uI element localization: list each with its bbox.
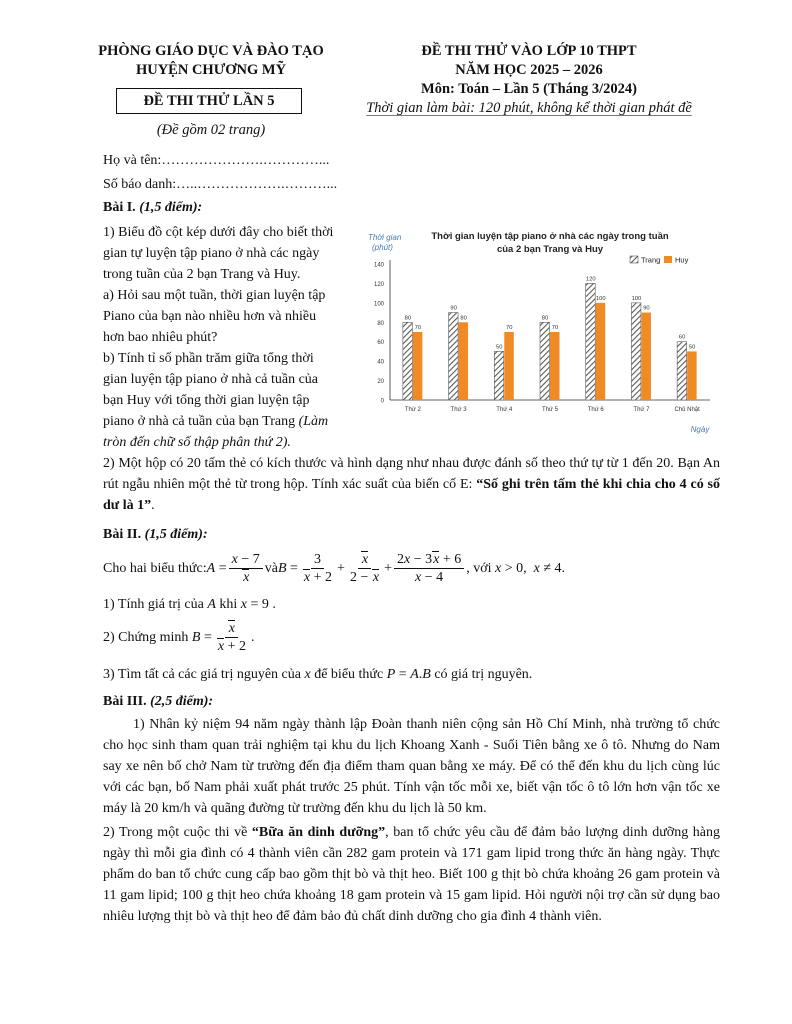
bar-value-label: 70 [414,325,422,331]
bar-value-label: 80 [460,315,467,322]
bar-trang [540,322,550,400]
legend-label-huy: Huy [675,255,689,265]
legend-label-trang: Trang [641,255,661,265]
bai3-q1-end: . [483,801,487,816]
bai3-q1-mid: và quãng đường từ trường đến khu du lịch là [190,801,448,816]
bai3-speed-diff: 20 km/h [144,801,191,816]
bai1-q2 [103,453,720,516]
y-tick-label: 120 [373,281,384,288]
bai1-q2-end: . [151,498,155,513]
bai1-qb-note-end: tròn đến chữ số thập phân thứ 2). [103,435,291,450]
bar-trang [403,322,413,400]
practice-time-chart [360,222,720,440]
bai2-points: (1,5 điểm): [144,527,208,542]
bai2-q1: 1) Tính giá trị của A khi x = 9 . [103,597,276,612]
y-tick-label: 80 [377,320,384,327]
subject-line: Môn: Toán – Lần 5 (Tháng 3/2024) [421,81,637,97]
bai1-qa-line: hơn bao nhiêu phút? [103,330,218,345]
bai3-q2-start: 2) Trong một cuộc thi về [103,825,252,840]
x-tick-label: Thứ 3 [450,407,467,413]
bai1-points: (1,5 điểm): [139,200,203,215]
bai3-heading [103,691,213,712]
bai2-q3: 3) Tìm tất cả các giá trị nguyên của x để biểu thức P = A.B có giá trị nguyên. [103,667,533,682]
bar-trang [586,283,596,400]
bai1-qa-line: a) Hỏi sau một tuần, thời gian luyện tập [103,288,326,303]
exam-title-block [338,42,720,118]
bai2-q3-end: có giá trị nguyên. [430,667,533,682]
bai2-heading [103,524,208,545]
bai1-qb-line: gian luyện tập piano ở nhà cả tuần của [103,372,318,387]
bar-value-label: 120 [585,276,596,283]
bai3-q1 [103,714,720,819]
expr-b-term3: $\frac{2x - 3x + 6}{x - 4}$ [394,551,464,586]
bar-huy [641,313,651,400]
bar-value-label: 50 [496,344,503,351]
bai2-q2: 2) Chứng minh B = $\frac{x}{x + 2}$ . [103,620,255,654]
expr-a-fraction: $\frac{x - 7}{x}$ [229,551,263,586]
bai3-q2 [103,822,720,927]
bai2-and: và [264,560,278,576]
bai1-q1-line: trong tuần của 2 bạn Trang và Huy. [103,267,301,282]
bai1-heading [103,197,202,218]
x-tick-label: Thứ 2 [404,407,421,413]
bai3-label: Bài III. [103,694,147,709]
expr-b-simplified: $\frac{x}{x + 2}$ [217,620,246,654]
bar-huy [596,303,606,400]
bai2-q1-when: khi [215,597,241,612]
candidate-name-field: Họ và tên:………………….…………... [103,153,330,168]
legend-swatch-trang [630,256,638,263]
y-tick-label: 0 [380,398,384,405]
bai1-left-text [103,222,355,453]
bai1-qb-note: (Làm [295,414,329,429]
chart-ylabel-unit: (phút) [372,243,393,252]
bar-trang [631,303,641,400]
bar-value-label: 90 [643,305,650,312]
bai2-q1-text: 1) Tính giá trị của [103,597,208,612]
expr-b-term2: $\frac{x}{2 - x}$ [349,551,380,585]
bai2-q2-text: 2) Chứng minh [103,629,189,645]
school-year: NĂM HỌC 2025 – 2026 [455,62,603,78]
department-line: PHÒNG GIÁO DỤC VÀ ĐÀO TẠO [98,43,324,59]
bai1-qb-text: piano ở nhà cả tuần của bạn Trang [103,414,296,429]
bar-trang [494,351,504,400]
time-allowed: Thời gian làm bài: 120 phút, không kể thời gian phát đề [366,100,692,116]
pages-note: (Đề gồm 02 trang) [156,122,266,138]
bai2-expressions: Cho hai biểu thức: A = $\frac{x - 7}{x}$ và B = $\frac{3}{x + 2}$ + $\frac{x}{2 - x}$ + $\frac{2x - 3x + 6}{x - 4}$ , với x > 0, x ≠ 4. [103,551,566,585]
department-title [80,42,342,80]
bar-value-label: 90 [450,305,457,312]
bai3-distance: 50 km [447,801,484,816]
bar-value-label: 100 [595,295,606,302]
bai3-points: (2,5 điểm): [150,694,214,709]
candidate-id-field: Số báo danh:…..……………….………... [103,177,338,192]
chart-subtitle: của 2 bạn Trang và Huy [496,244,604,255]
bai2-intro: Cho hai biểu thức: [103,560,207,576]
x-tick-label: Thứ 4 [496,407,513,413]
bai1-label: Bài I. [103,200,136,215]
bai2-q3-text: 3) Tìm tất cả các giá trị nguyên của [103,667,305,682]
bai1-q1-line: 1) Biểu đồ cột kép dưới đây cho biết thời [103,225,334,240]
bai1-q2-text: 2) Một hộp có 20 tấm thẻ có kích thước và hình dạng như nhau được đánh số theo thứ tự từ 1 đến 20. Bạn An rút ngẫu nhiên một thẻ từ trong hộp. Tính xác suất của biến cố E: [103,456,720,492]
bai3-q1-text: 1) Nhân kỷ niệm 94 năm ngày thành lập Đoàn thanh niên cộng sản Hồ Chí Minh, nhà trường tổ chức cho học sinh tham quan trải nghiệm tại khu du lịch Khoang Xanh - Suối Tiên bằng xe ô tô. Nhưng do Nam say xe nên bố chở Nam từ trường đến địa điểm tham quan bằng xe máy. Để có thể đến khu du lịch cùng lúc với các bạn, bố Nam phải xuất phát trước 25 phút. Tính vận tốc mỗi xe, biết vận tốc ô tô lớn hơn vận tốc xe máy là [103,717,720,816]
chart-ylabel: Thời gian [368,233,402,242]
bai1-qb-line: b) Tính tỉ số phần trăm giữa tổng thời [103,351,314,366]
bar-huy [550,332,560,400]
bar-trang [677,342,687,400]
exam-attempt-box: ĐỀ THI THỬ LẦN 5 [116,88,302,114]
bar-value-label: 70 [551,325,559,331]
chart-title: Thời gian luyện tập piano ở nhà các ngày trong tuần [431,231,669,242]
y-tick-label: 20 [377,379,384,386]
x-tick-label: Thứ 7 [633,407,650,413]
x-tick-label: Thứ 5 [541,407,559,413]
y-tick-label: 40 [377,359,384,366]
y-tick-label: 140 [373,262,384,269]
bar-huy [504,332,514,400]
bai1-qa-line: Piano của bạn nào nhiều hơn và nhiều [103,309,317,324]
bai1-q2-event: “Số ghi trên tấm thẻ khi chia cho 4 có số dư là 1” [103,477,720,513]
district-line: HUYỆN CHƯƠNG MỸ [135,62,287,78]
bai1-qb-line [103,411,355,432]
bai3-q2-text: , ban tổ chức yêu cầu để đảm bảo lượng dinh dưỡng hàng ngày thì mỗi gia đình có 4 thành viên cần 282 gam protein và 171 gam lipid trong thức ăn hàng ngày. Thực phẩm do ban tổ chức cung cấp bao gồm thịt bò và thịt heo. Biết 100 g thịt bò chứa khoảng 26 gam protein và 11 gam lipid; 100 g thịt heo chứa khoảng 18 gam protein và 15 gam lipid. Hỏi người nội trợ cần sử dụng bao nhiêu lượng thịt bò và thịt heo để đảm bảo đủ chất dinh dưỡng cho gia đình 4 thành viên. [103,825,720,924]
bar-value-label: 60 [678,334,686,341]
y-tick-label: 60 [377,340,384,347]
bai3-contest-name: “Bữa ăn dinh dưỡng” [251,825,386,840]
bai1-q1-line: gian tự luyện tập piano ở nhà các ngày [103,246,320,261]
chart-xlabel: Ngày [690,425,710,434]
bar-huy [413,332,423,400]
bar-trang [449,313,459,400]
bar-huy [687,351,697,400]
x-tick-label: Chủ Nhật [674,407,700,413]
exam-title: ĐỀ THI THỬ VÀO LỚP 10 THPT [421,43,637,59]
expr-b-term1: $\frac{3}{x + 2}$ [303,551,333,585]
bai2-q3-mid: để biểu thức [310,667,387,682]
bar-value-label: 80 [404,315,412,322]
bar-value-label: 80 [541,315,549,322]
x-tick-label: Thứ 6 [587,407,604,413]
legend-swatch-huy [664,256,672,263]
bar-value-label: 70 [506,325,513,331]
y-tick-label: 100 [373,301,384,308]
bar-value-label: 100 [631,295,642,302]
bai2-label: Bài II. [103,527,142,542]
bar-value-label: 50 [688,344,696,351]
bar-huy [459,322,469,400]
bai2-condition: , với [466,560,492,576]
bai1-qb-line: bạn Huy với tổng thời gian luyện tập [103,393,310,408]
